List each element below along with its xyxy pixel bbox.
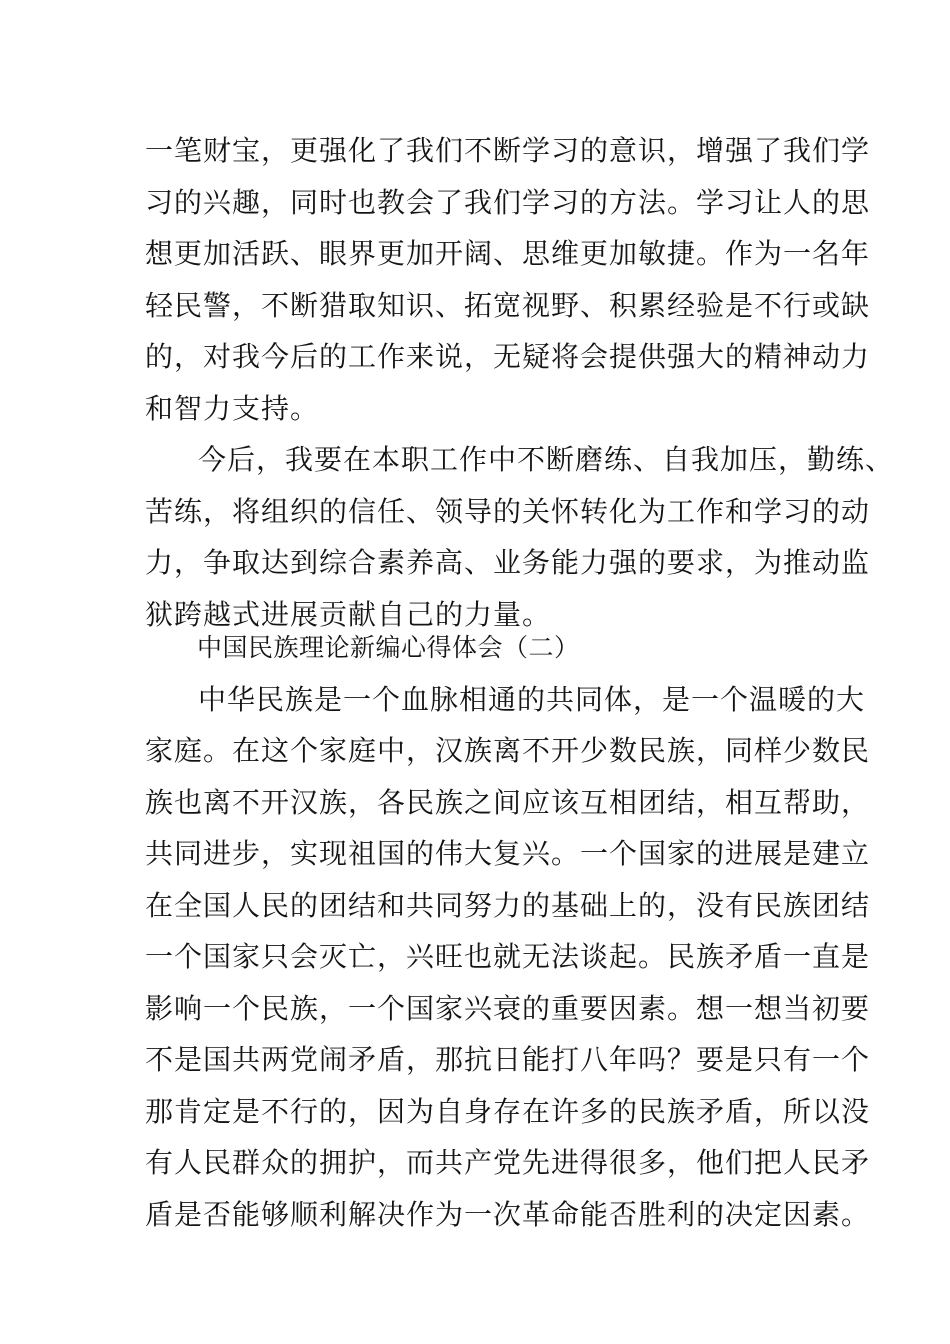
text-line: 在全国人民的团结和共同努力的基础上的，没有民族团结 (145, 889, 871, 922)
text-line: 狱跨越式进展贡献自己的力量。 (145, 598, 552, 631)
text-line: 想更加活跃、眼界更加开阔、思维更加敏捷。作为一名年 (145, 237, 871, 270)
text-line: 影响一个民族，一个国家兴衰的重要因素。想一想当初要 (145, 992, 871, 1025)
text-line: 轻民警，不断猎取知识、拓宽视野、积累经验是不行或缺 (145, 289, 871, 322)
text-line: 一个国家只会灭亡，兴旺也就无法谈起。民族矛盾一直是 (145, 940, 871, 973)
text-line: 族也离不开汉族，各民族之间应该互相团结，相互帮助， (145, 786, 871, 819)
text-line: 中华民族是一个血脉相通的共同体，是一个温暖的大 (198, 683, 866, 716)
text-line: 一笔财宝，更强化了我们不断学习的意识，增强了我们学 (145, 134, 871, 167)
text-line: 苦练，将组织的信任、领导的关怀转化为工作和学习的动 (145, 495, 871, 528)
text-line: 盾是否能够顺利解决作为一次革命能否胜利的决定因素。 (145, 1198, 871, 1231)
text-line: 那肯定是不行的，因为自身存在许多的民族矛盾，所以没 (145, 1095, 871, 1128)
text-line: 今后，我要在本职工作中不断磨练、自我加压，勤练、 (198, 443, 895, 476)
text-line: 不是国共两党闹矛盾，那抗日能打八年吗？要是只有一个 (145, 1043, 871, 1076)
text-line: 共同进步，实现祖国的伟大复兴。一个国家的进展是建立 (145, 837, 871, 870)
text-line: 家庭。在这个家庭中，汉族离不开少数民族，同样少数民 (145, 734, 871, 767)
text-line: 习的兴趣，同时也教会了我们学习的方法。学习让人的思 (145, 186, 871, 219)
text-line: 的，对我今后的工作来说，无疑将会提供强大的精神动力 (145, 340, 871, 373)
text-line: 和智力支持。 (145, 392, 320, 425)
text-line: 力，争取达到综合素养高、业务能力强的要求，为推动监 (145, 546, 871, 579)
text-line: 有人民群众的拥护，而共产党先进得很多，他们把人民矛 (145, 1146, 871, 1179)
section-heading: 中国民族理论新编心得体会（二） (197, 633, 580, 662)
